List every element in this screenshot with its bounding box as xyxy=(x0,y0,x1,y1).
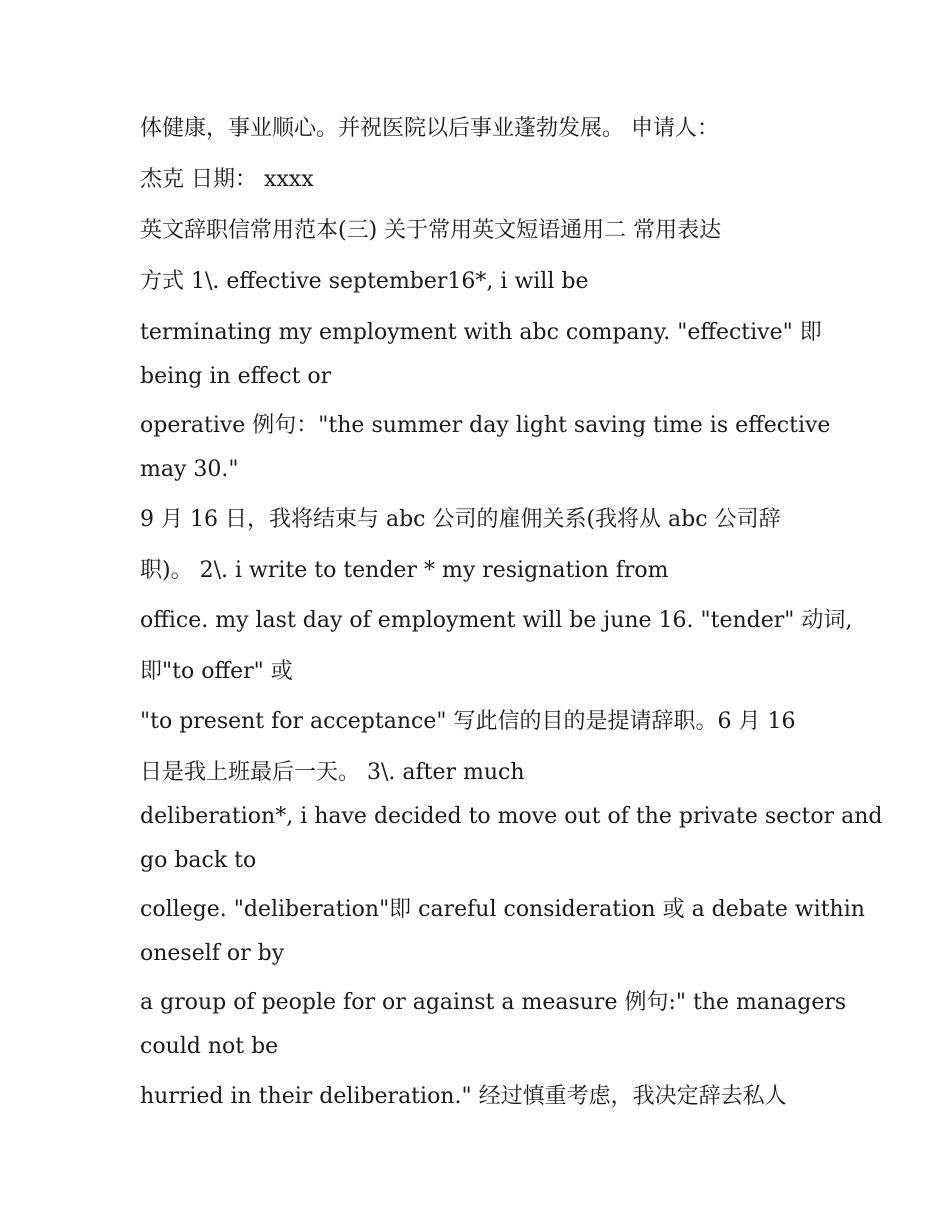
text-line: may 30." xyxy=(140,457,239,482)
text-line: oneself or by xyxy=(140,941,285,966)
text-line: terminating my employment with abc company. "effective" 即 xyxy=(140,320,822,345)
text-line: being in effect or xyxy=(140,364,332,389)
text-line: college. "deliberation"即 careful consideration 或 a debate within xyxy=(140,897,865,922)
text-line: deliberation*, i have decided to move out of the private sector and xyxy=(140,804,883,829)
text-line: a group of people for or against a measure 例句:" the managers xyxy=(140,990,847,1015)
text-line: 日是我上班最后一天。 3\. after much xyxy=(140,760,525,785)
text-line: 体健康，事业顺心。并祝医院以后事业蓬勃发展。 申请人： xyxy=(140,116,719,141)
text-line: operative 例句："the summer day light saving time is effective xyxy=(140,413,831,438)
text-line: 9 月 16 日，我将结束与 abc 公司的雇佣关系(我将从 abc 公司辞 xyxy=(140,507,781,532)
text-line: 方式 1\. effective september16*, i will be xyxy=(140,269,589,294)
text-line: 英文辞职信常用范本(三) 关于常用英文短语通用二 常用表达 xyxy=(140,218,722,243)
text-line: hurried in their deliberation." 经过慎重考虑，我决定辞去私人 xyxy=(140,1084,787,1109)
text-line: 职)。 2\. i write to tender * my resignation from xyxy=(140,558,669,583)
text-line: 即"to offer" 或 xyxy=(140,659,293,684)
text-line: 杰克 日期： xxxx xyxy=(140,167,314,192)
text-line: "to present for acceptance" 写此信的目的是提请辞职。6 月 16 xyxy=(140,709,796,734)
text-line: office. my last day of employment will be june 16. "tender" 动词, xyxy=(140,608,853,633)
text-line: could not be xyxy=(140,1034,279,1059)
text-line: go back to xyxy=(140,848,257,873)
